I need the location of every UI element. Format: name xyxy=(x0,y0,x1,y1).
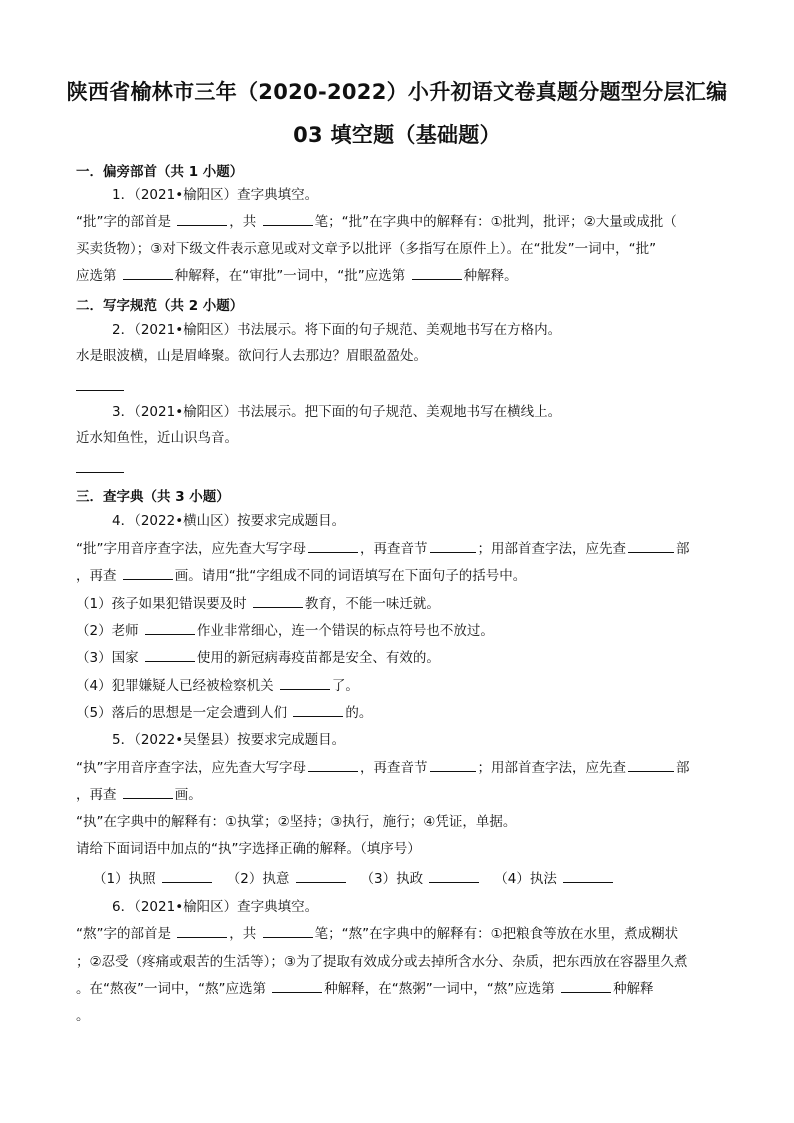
q4-text: （1）孩子如果犯错误要及时 xyxy=(76,596,247,612)
q4-blank-radical[interactable] xyxy=(628,539,674,553)
q5-blank-o4[interactable] xyxy=(563,869,613,883)
q6-blank-aozhou[interactable] xyxy=(561,979,611,993)
q1-text: 种解释。 xyxy=(463,268,518,284)
q4-text: ，再查 xyxy=(76,568,117,584)
q4-blank-s2[interactable] xyxy=(145,621,195,635)
q5-line-2 xyxy=(76,785,716,805)
q6-blank-radical[interactable] xyxy=(177,924,227,938)
q6-text: “熬”字的部首是 xyxy=(76,926,171,942)
q5-option-1: （1）执照 xyxy=(93,871,156,887)
q1-line-3 xyxy=(76,266,716,286)
q5-text: 画。 xyxy=(174,787,202,803)
q6-blank-strokes[interactable] xyxy=(263,924,313,938)
q2-answer-line[interactable] xyxy=(76,390,124,391)
q1-text: “批”字的部首是 xyxy=(76,214,171,230)
section-heading-2: 二．写字规范（共 2 小题） xyxy=(76,298,244,314)
q1-line-1 xyxy=(76,212,716,232)
q5-blank-syllable[interactable] xyxy=(430,758,476,772)
q5-blank-o2[interactable] xyxy=(296,869,346,883)
q3-heading: 3．（2021•榆阳区）书法展示。把下面的句子规范、美观地书写在横线上。 xyxy=(112,404,562,420)
q5-text: “执”字用音序查字法，应先查大写字母 xyxy=(76,760,306,776)
q4-text: 的。 xyxy=(345,705,373,721)
q5-line-3: “执”在字典中的解释有：①执掌；②坚持；③执行，施行；④凭证，单据。 xyxy=(76,814,517,830)
q3-text: 近水知鱼性，近山识鸟音。 xyxy=(76,430,238,446)
document-subtitle: 03 填空题（基础题） xyxy=(293,123,501,147)
q1-line-2: 买卖货物）；③对下级文件表示意见或对文章予以批评（多指写在原件上）。在“批发”一词中，“批” xyxy=(76,241,657,257)
q5-option-2: （2）执意 xyxy=(226,871,290,887)
q6-text: ，共 xyxy=(229,926,257,942)
q4-text: 部 xyxy=(676,541,690,557)
q5-text: ，再查音节 xyxy=(360,760,428,776)
q4-text: 教育，不能一味迁就。 xyxy=(304,596,440,612)
q6-heading: 6．（2021•榆阳区）查字典填空。 xyxy=(112,899,319,915)
q5-heading: 5．（2022•吴堡县）按要求完成题目。 xyxy=(112,732,346,748)
q3-answer-line[interactable] xyxy=(76,472,124,473)
q4-sentence-5 xyxy=(76,703,716,723)
q5-text: ；用部首查字法，应先查 xyxy=(477,760,626,776)
q4-sentence-1 xyxy=(76,594,716,614)
q5-line-4: 请给下面词语中加点的“执”字选择正确的解释。（填序号） xyxy=(76,841,421,857)
q5-option-4: （4）执法 xyxy=(494,871,557,887)
q5-blank-radical[interactable] xyxy=(628,758,674,772)
q4-text: （5）落后的思想是一定会遭到人们 xyxy=(76,705,288,721)
q6-blank-aoye[interactable] xyxy=(272,979,322,993)
q4-blank-letter[interactable] xyxy=(308,539,358,553)
q6-line-2: ；②忍受（疼痛或艰苦的生活等）；③为了提取有效成分或去掉所含水分、杂质，把东西放在容器里久煮 xyxy=(76,954,688,970)
q4-text: 了。 xyxy=(331,678,359,694)
q4-blank-strokes[interactable] xyxy=(123,566,173,580)
q4-line-2 xyxy=(76,566,716,586)
q5-options xyxy=(93,869,733,889)
q4-text: ；用部首查字法，应先查 xyxy=(477,541,626,557)
section-heading-1: 一．偏旁部首（共 1 小题） xyxy=(76,164,244,180)
q4-text: 使用的新冠病毒疫苗都是安全、有效的。 xyxy=(196,650,440,666)
q2-heading: 2．（2021•榆阳区）书法展示。将下面的句子规范、美观地书写在方格内。 xyxy=(112,322,562,338)
q5-option-3: （3）执政 xyxy=(360,871,424,887)
q4-heading: 4．（2022•横山区）按要求完成题目。 xyxy=(112,513,346,529)
q1-blank-pifa[interactable] xyxy=(123,266,173,280)
q6-text: 。在“熬夜”一词中，“熬”应选第 xyxy=(76,981,266,997)
document-title: 陕西省榆林市三年（2020-2022）小升初语文卷真题分题型分层汇编 xyxy=(66,80,728,104)
q5-blank-letter[interactable] xyxy=(308,758,358,772)
q4-text: （4）犯罪嫌疑人已经被检察机关 xyxy=(76,678,274,694)
q4-text: （3）国家 xyxy=(76,650,139,666)
q6-text: 种解释 xyxy=(613,981,654,997)
q1-text: 笔；“批”在字典中的解释有：①批判，批评；②大量或成批（ xyxy=(314,214,677,230)
q4-blank-syllable[interactable] xyxy=(430,539,476,553)
q4-blank-s4[interactable] xyxy=(280,676,330,690)
q4-line-1 xyxy=(76,539,716,559)
q1-text: ，共 xyxy=(229,214,257,230)
q4-sentence-3 xyxy=(76,648,716,668)
q4-sentence-2 xyxy=(76,621,716,641)
q6-line-1 xyxy=(76,924,716,944)
q6-line-3 xyxy=(76,979,716,999)
q1-text: 种解释，在“审批”一词中，“批”应选第 xyxy=(174,268,406,284)
q1-blank-shenpi[interactable] xyxy=(412,266,462,280)
q5-blank-o1[interactable] xyxy=(162,869,212,883)
q6-text: 种解释，在“熬粥”一词中，“熬”应选第 xyxy=(324,981,555,997)
q1-blank-radical[interactable] xyxy=(177,212,227,226)
q4-text: 画。请用“批“字组成不同的词语填写在下面句子的括号中。 xyxy=(174,568,527,584)
q5-text: 部 xyxy=(676,760,690,776)
q5-blank-strokes[interactable] xyxy=(123,785,173,799)
q1-blank-strokes[interactable] xyxy=(263,212,313,226)
q2-text: 水是眼波横，山是眉峰聚。欲问行人去那边？眉眼盈盈处。 xyxy=(76,348,427,364)
q4-text: ，再查音节 xyxy=(360,541,428,557)
q4-text: “批”字用音序查字法，应先查大写字母 xyxy=(76,541,306,557)
q5-text: ，再查 xyxy=(76,787,117,803)
q4-text: 作业非常细心，连一个错误的标点符号也不放过。 xyxy=(196,623,494,639)
q4-blank-s5[interactable] xyxy=(293,703,343,717)
q6-line-4: 。 xyxy=(76,1008,90,1024)
q4-blank-s3[interactable] xyxy=(145,648,195,662)
q6-text: 笔；“熬”在字典中的解释有：①把粮食等放在水里，煮成糊状 xyxy=(314,926,679,942)
q1-text: 应选第 xyxy=(76,268,117,284)
q4-text: （2）老师 xyxy=(76,623,139,639)
q1-heading: 1．（2021•榆阳区）查字典填空。 xyxy=(112,187,319,203)
q4-blank-s1[interactable] xyxy=(253,594,303,608)
q5-line-1 xyxy=(76,758,716,778)
q4-sentence-4 xyxy=(76,676,716,696)
section-heading-3: 三．查字典（共 3 小题） xyxy=(76,489,230,505)
q5-blank-o3[interactable] xyxy=(429,869,479,883)
